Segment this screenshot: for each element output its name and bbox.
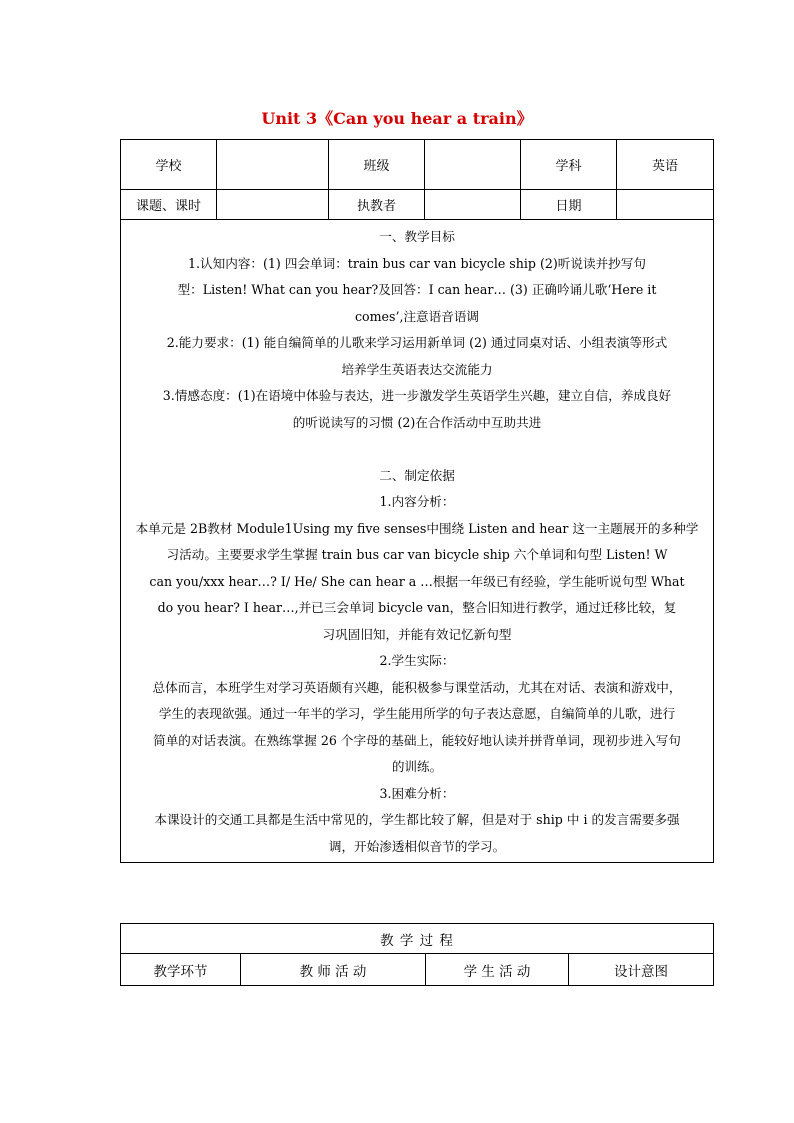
process-header-row [121, 954, 714, 986]
analysis3-line: 本课设计的交通工具都是生活中常见的，学生都比较了解，但是对于 ship 中 i 的发言需要多强 [154, 812, 680, 827]
subject-label: 学科 [521, 140, 617, 190]
topic-label: 课题、课时 [121, 190, 217, 220]
header-student-activity: 学 生 活 动 [426, 954, 569, 986]
goal-line: 3.情感态度：(1)在语境中体验与表达，进一步激发学生英语学生兴趣，建立自信，养成良好 [162, 388, 672, 403]
header-stage: 教学环节 [121, 954, 241, 986]
goal-line: 型：Listen! What can you hear?及回答：I can hear… (3) 正确吟诵儿歌‘Here it [177, 282, 657, 297]
info-row-1 [121, 140, 714, 190]
header-design-intent: 设计意图 [569, 954, 714, 986]
analysis1-line: 习活动。主要要求学生掌握 train bus car van bicycle ship 六个单词和句型 Listen! W [166, 547, 668, 562]
subject-value: 英语 [617, 140, 714, 190]
teacher-value [425, 190, 521, 220]
topic-value [217, 190, 329, 220]
analysis2-line: 学生的表现欲强。通过一年半的学习，学生能用所学的句子表达意愿，自编简单的儿歌，进行 [158, 706, 676, 721]
section2-title: 二、制定依据 [379, 467, 455, 483]
analysis3-title: 3.困难分析： [379, 785, 455, 801]
goal-line: 的听说读写的习惯 (2)在合作活动中互助共进 [292, 414, 542, 430]
analysis1-line: can you/xxx hear…? I/ He/ She can hear a …根据一年级已有经验，学生能听说句型 What [149, 573, 685, 589]
content-row [121, 220, 714, 863]
goal-line: 1.认知内容：(1) 四会单词：train bus car van bicycle ship (2)听说读并抄写句 [188, 255, 646, 271]
analysis2-line: 简单的对话表演。在熟练掌握 26 个字母的基础上，能较好地认读并拼背单词，现初步进入写句 [153, 732, 681, 748]
analysis2-line: 的训练。 [391, 759, 443, 774]
analysis1-title: 1.内容分析： [379, 494, 455, 509]
goal-line: 培养学生英语表达交流能力 [341, 361, 493, 377]
analysis3-line: 调，开始渗透相似音节的学习。 [328, 838, 506, 854]
content-cell [121, 220, 714, 863]
goal-line: comes’,注意语音语调 [354, 308, 480, 324]
date-value [617, 190, 714, 220]
spacer [127, 436, 707, 463]
analysis1-line: do you hear? I hear…,并已三会单词 bicycle van，整合旧知进行教学，通过迁移比较，复 [157, 600, 677, 615]
analysis2-title: 2.学生实际： [379, 653, 455, 668]
process-title-row [121, 924, 714, 954]
process-title: 教 学 过 程 [121, 924, 714, 954]
section1-title: 一、教学目标 [379, 229, 455, 244]
date-label: 日期 [521, 190, 617, 220]
school-value [217, 140, 329, 190]
info-row-2 [121, 190, 714, 220]
class-label: 班级 [329, 140, 425, 190]
header-teacher-activity: 教 师 活 动 [241, 954, 426, 986]
analysis1-line: 本单元是 2B教材 Module1Using my five senses中围绕 Listen and hear 这一主题展开的多种学 [135, 520, 699, 536]
document-title: Unit 3《Can you hear a train》 [261, 109, 533, 128]
teacher-label: 执教者 [329, 190, 425, 220]
analysis2-line: 总体而言，本班学生对学习英语颇有兴趣，能积极参与课堂活动，尤其在对话、表演和游戏中， [152, 679, 682, 695]
process-table [120, 923, 714, 986]
analysis1-line: 习巩固旧知，并能有效记忆新句型 [322, 626, 512, 642]
school-label: 学校 [121, 140, 217, 190]
goal-line: 2.能力要求：(1) 能自编简单的儿歌来学习运用新单词 (2) 通过同桌对话、小组表演等形式 [166, 335, 668, 350]
class-value [425, 140, 521, 190]
lesson-plan-table [120, 139, 714, 863]
